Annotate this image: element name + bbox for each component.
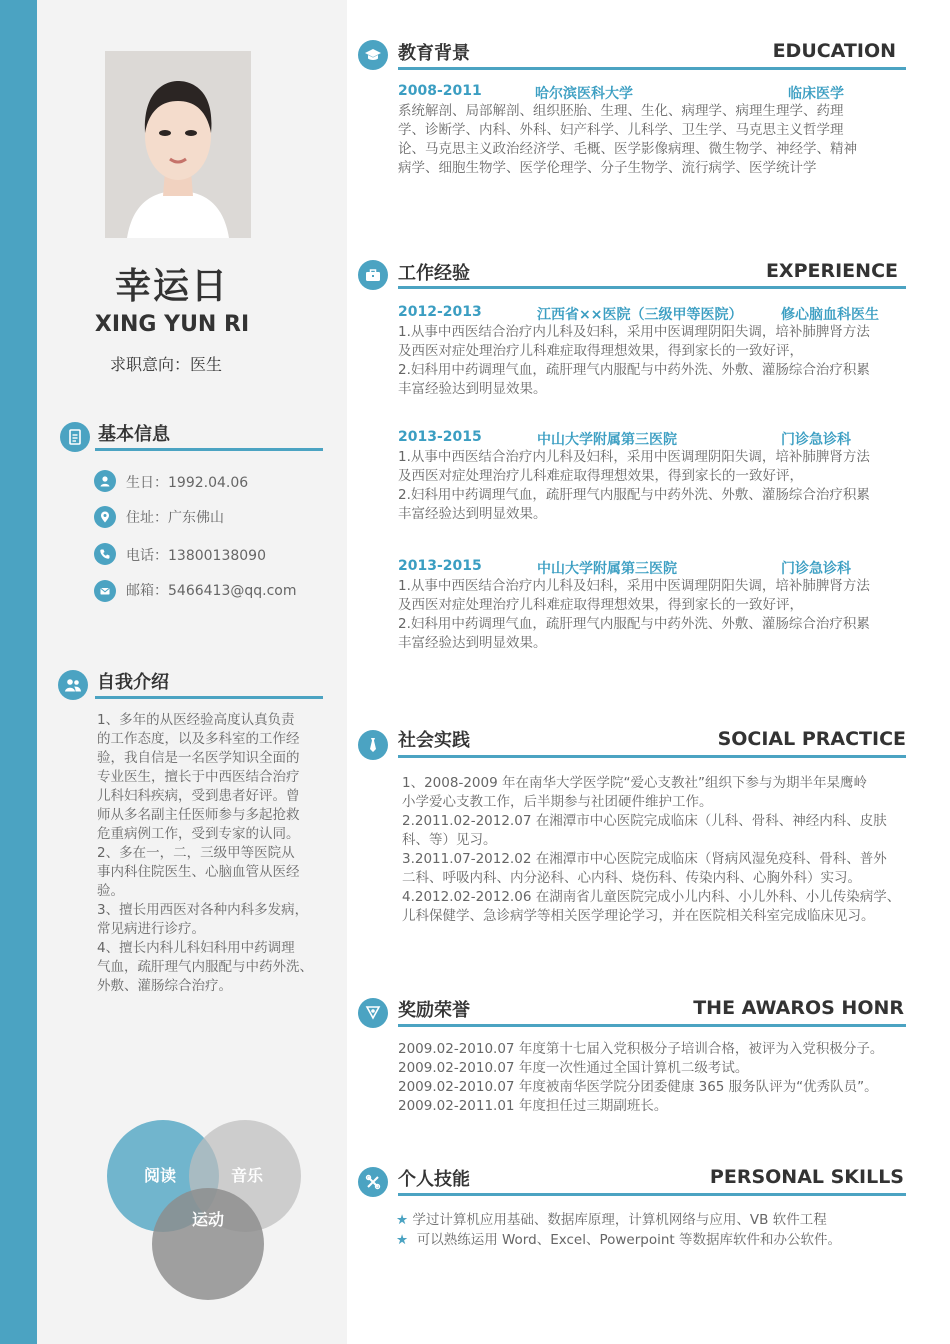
skills-rule	[398, 1193, 906, 1196]
award-line: 2009.02-2011.01 年度担任过三期副班长。	[398, 1098, 668, 1114]
self-intro-line: 外敷、灌肠综合治疗。	[97, 978, 232, 994]
email-label: 邮箱：	[126, 583, 168, 599]
job-description-line: 1.从事中西医结合治疗内儿科及妇科，采用中医调理阴阳失调，培补肺脾肾方法	[398, 449, 870, 465]
job-description-line: 丰富经验达到明显效果。	[398, 506, 547, 522]
education-major: 临床医学	[788, 86, 844, 102]
job-label: 求职意向：	[110, 355, 191, 374]
education-courses	[398, 102, 908, 178]
briefcase-icon	[358, 260, 388, 290]
tools-icon	[358, 1167, 388, 1197]
self-intro-line: 1、多年的从医经验高度认真负责	[97, 712, 295, 728]
job-description-line: 丰富经验达到明显效果。	[398, 381, 547, 397]
awards-text	[398, 1040, 913, 1116]
job-3-role: 门诊急诊科	[781, 561, 851, 577]
skills-item-1-text: 学过计算机应用基础、数据库原理，计算机网络与应用、VB 软件工程	[412, 1212, 827, 1228]
award-line: 2009.02-2010.07 年度第十七届入党积极分子培训合格，被评为入党积极分子。	[398, 1041, 884, 1057]
person-icon	[94, 470, 116, 492]
birthday-row	[126, 472, 248, 492]
self-intro-line: 气血，疏肝理气内服配与中药外洗、	[97, 959, 313, 975]
name-chinese: 幸运日	[114, 266, 229, 307]
star-icon: ★	[396, 1212, 409, 1228]
social-practice-text	[402, 774, 912, 926]
hobby-sports-circle	[152, 1188, 264, 1300]
skills-item-2	[396, 1231, 911, 1250]
self-intro-line: 危重病例工作，受到专家的认同。	[97, 826, 300, 842]
job-description-line: 及西医对症处理治疗儿科难症取得理想效果，得到家长的一致好评，	[398, 343, 803, 359]
job-3-description	[398, 577, 913, 653]
hobby-sports-label: 运动	[191, 1209, 224, 1229]
social-practice-line: 3.2011.07-2012.02 在湘潭市中心医院完成临床（肾病风湿免疫科、骨科、普外	[402, 851, 887, 867]
job-description-line: 1.从事中西医结合治疗内儿科及妇科，采用中医调理阴阳失调，培补肺脾肾方法	[398, 578, 870, 594]
skills-title-en: PERSONAL SKILLS	[709, 1166, 904, 1188]
basic-info-title: 基本信息	[98, 424, 170, 445]
job-2-period: 2013-2015	[398, 429, 482, 445]
job-description-line: 及西医对症处理治疗儿科难症取得理想效果，得到家长的一致好评，	[398, 597, 803, 613]
graduation-cap-icon	[358, 40, 388, 70]
name-english: XING YUN RI	[94, 312, 250, 337]
self-intro-line: 儿科妇科疾病，受到患者好评。曾	[97, 788, 300, 804]
job-2-description	[398, 448, 913, 524]
awards-rule	[398, 1024, 906, 1027]
award-line: 2009.02-2010.07 年度一次性通过全国计算机二级考试。	[398, 1060, 749, 1076]
phone-value: 13800138090	[168, 548, 266, 564]
social-practice-rule	[398, 755, 906, 758]
self-intro-rule	[95, 696, 323, 699]
education-course-line: 论、马克思主义政治经济学、毛概、医学影像病理、微生物学、神经学、精神	[398, 141, 857, 157]
address-label: 住址：	[126, 510, 168, 526]
awards-title-en: THE AWAROS HONR	[693, 997, 904, 1019]
self-intro-line: 验。	[97, 883, 124, 899]
social-practice-line: 二科、呼吸内科、内分泌科、心内科、烧伤科、传染内科、心胸外科）实习。	[402, 870, 861, 886]
skills-title: 个人技能	[398, 1169, 470, 1190]
social-practice-line: 4.2012.02-2012.06 在湖南省儿童医院完成小儿内科、小儿外科、小儿传染病学、	[402, 889, 901, 905]
birthday-label: 生日：	[126, 475, 168, 491]
self-intro-line: 4、擅长内科儿科妇科用中药调理	[97, 940, 295, 956]
job-description-line: 丰富经验达到明显效果。	[398, 635, 547, 651]
star-icon: ★	[396, 1232, 409, 1248]
education-school: 哈尔滨医科大学	[535, 86, 633, 102]
award-line: 2009.02-2010.07 年度被南华医学院分团委健康 365 服务队评为“优秀队员”。	[398, 1079, 878, 1095]
location-pin-icon	[94, 506, 116, 528]
phone-label: 电话：	[126, 548, 168, 564]
job-value: 医生	[190, 355, 223, 374]
education-rule	[398, 67, 906, 70]
education-period: 2008-2011	[398, 83, 482, 99]
basic-info-rule	[95, 448, 323, 451]
social-practice-line: 儿科保健学、急诊病学等相关医学理论学习，并在医院相关科室完成临床见习。	[402, 908, 875, 924]
self-intro-line: 3、擅长用西医对各种内科多发病，	[97, 902, 309, 918]
social-practice-line: 科、等）见习。	[402, 832, 497, 848]
mail-icon	[94, 580, 116, 602]
necktie-icon	[358, 730, 388, 760]
document-icon	[60, 422, 90, 452]
self-intro-line: 常见病进行诊疗。	[97, 921, 205, 937]
job-2-role: 门诊急诊科	[781, 432, 851, 448]
address-value: 广东佛山	[168, 510, 224, 526]
awards-title: 奖励荣誉	[398, 1000, 470, 1021]
job-3-org: 中山大学附属第三医院	[537, 561, 677, 577]
experience-title: 工作经验	[398, 263, 470, 284]
people-icon	[58, 670, 88, 700]
self-intro-line: 师从多名副主任医师参与多起抢救	[97, 807, 300, 823]
job-description-line: 2.妇科用中药调理气血，疏肝理气内服配与中药外洗、外敷、灌肠综合治疗积累	[398, 616, 870, 632]
job-description-line: 1.从事中西医结合治疗内儿科及妇科，采用中医调理阴阳失调，培补肺脾肾方法	[398, 324, 870, 340]
hobby-music-label: 音乐	[230, 1165, 263, 1185]
skills-item-2-text: 可以熟练运用 Word、Excel、Powerpoint 等数据库软件和办公软件。	[416, 1232, 841, 1248]
skills-item-1	[396, 1211, 911, 1230]
hobby-reading-label: 阅读	[143, 1165, 176, 1185]
education-course-line: 病学、细胞生物学、医学伦理学、分子生物学、流行病学、医学统计学	[398, 160, 817, 176]
profile-photo	[105, 51, 251, 238]
self-intro-line: 验，我自信是一名医学知识全面的	[97, 750, 300, 766]
job-1-period: 2012-2013	[398, 304, 482, 320]
social-practice-title: 社会实践	[398, 730, 470, 751]
email-value: 5466413@qq.com	[168, 583, 297, 599]
job-1-role: 修心脑血科医生	[781, 307, 879, 323]
job-3-period: 2013-2015	[398, 558, 482, 574]
social-practice-line: 2.2011.02-2012.07 在湘潭市中心医院完成临床（儿科、骨科、神经内科、皮肤	[402, 813, 887, 829]
self-intro-text	[97, 711, 332, 996]
self-intro-line: 事内科住院医生、心脑血管从医经	[97, 864, 300, 880]
education-title-en: EDUCATION	[772, 40, 896, 62]
job-description-line: 2.妇科用中药调理气血，疏肝理气内服配与中药外洗、外敷、灌肠综合治疗积累	[398, 362, 870, 378]
education-course-line: 系统解剖、局部解剖、组织胚胎、生理、生化、病理学、病理生理学、药理	[398, 103, 844, 119]
self-intro-line: 2、多在一，二，三级甲等医院从	[97, 845, 295, 861]
experience-title-en: EXPERIENCE	[765, 260, 898, 282]
education-course-line: 学、诊断学、内科、外科、妇产科学、儿科学、卫生学、马克思主义哲学理	[398, 122, 844, 138]
left-accent-bar	[0, 0, 37, 1344]
job-1-org: 江西省××医院（三级甲等医院）	[537, 307, 743, 323]
job-2-org: 中山大学附属第三医院	[537, 432, 677, 448]
phone-icon	[94, 543, 116, 565]
address-row	[126, 507, 224, 527]
phone-row	[126, 545, 266, 565]
social-practice-line: 小学爱心支教工作，后半期参与社团硬件维护工作。	[402, 794, 713, 810]
job-description-line: 2.妇科用中药调理气血，疏肝理气内服配与中药外洗、外敷、灌肠综合治疗积累	[398, 487, 870, 503]
trophy-icon	[358, 998, 388, 1028]
job-1-description	[398, 323, 913, 399]
job-intention	[110, 352, 222, 375]
experience-rule	[398, 286, 906, 289]
self-intro-title: 自我介绍	[97, 672, 169, 693]
email-row	[126, 580, 296, 600]
birthday-value: 1992.04.06	[168, 475, 249, 491]
social-practice-title-en: SOCIAL PRACTICE	[717, 728, 906, 750]
social-practice-line: 1、2008-2009 年在南华大学医学院“爱心支教社”组织下参与为期半年杲鹰岭	[402, 775, 867, 791]
self-intro-line: 专业医生，擅长于中西医结合治疗	[97, 769, 300, 785]
education-title: 教育背景	[398, 43, 470, 64]
job-description-line: 及西医对症处理治疗儿科难症取得理想效果，得到家长的一致好评，	[398, 468, 803, 484]
self-intro-line: 的工作态度，以及多科室的工作经	[97, 731, 300, 747]
